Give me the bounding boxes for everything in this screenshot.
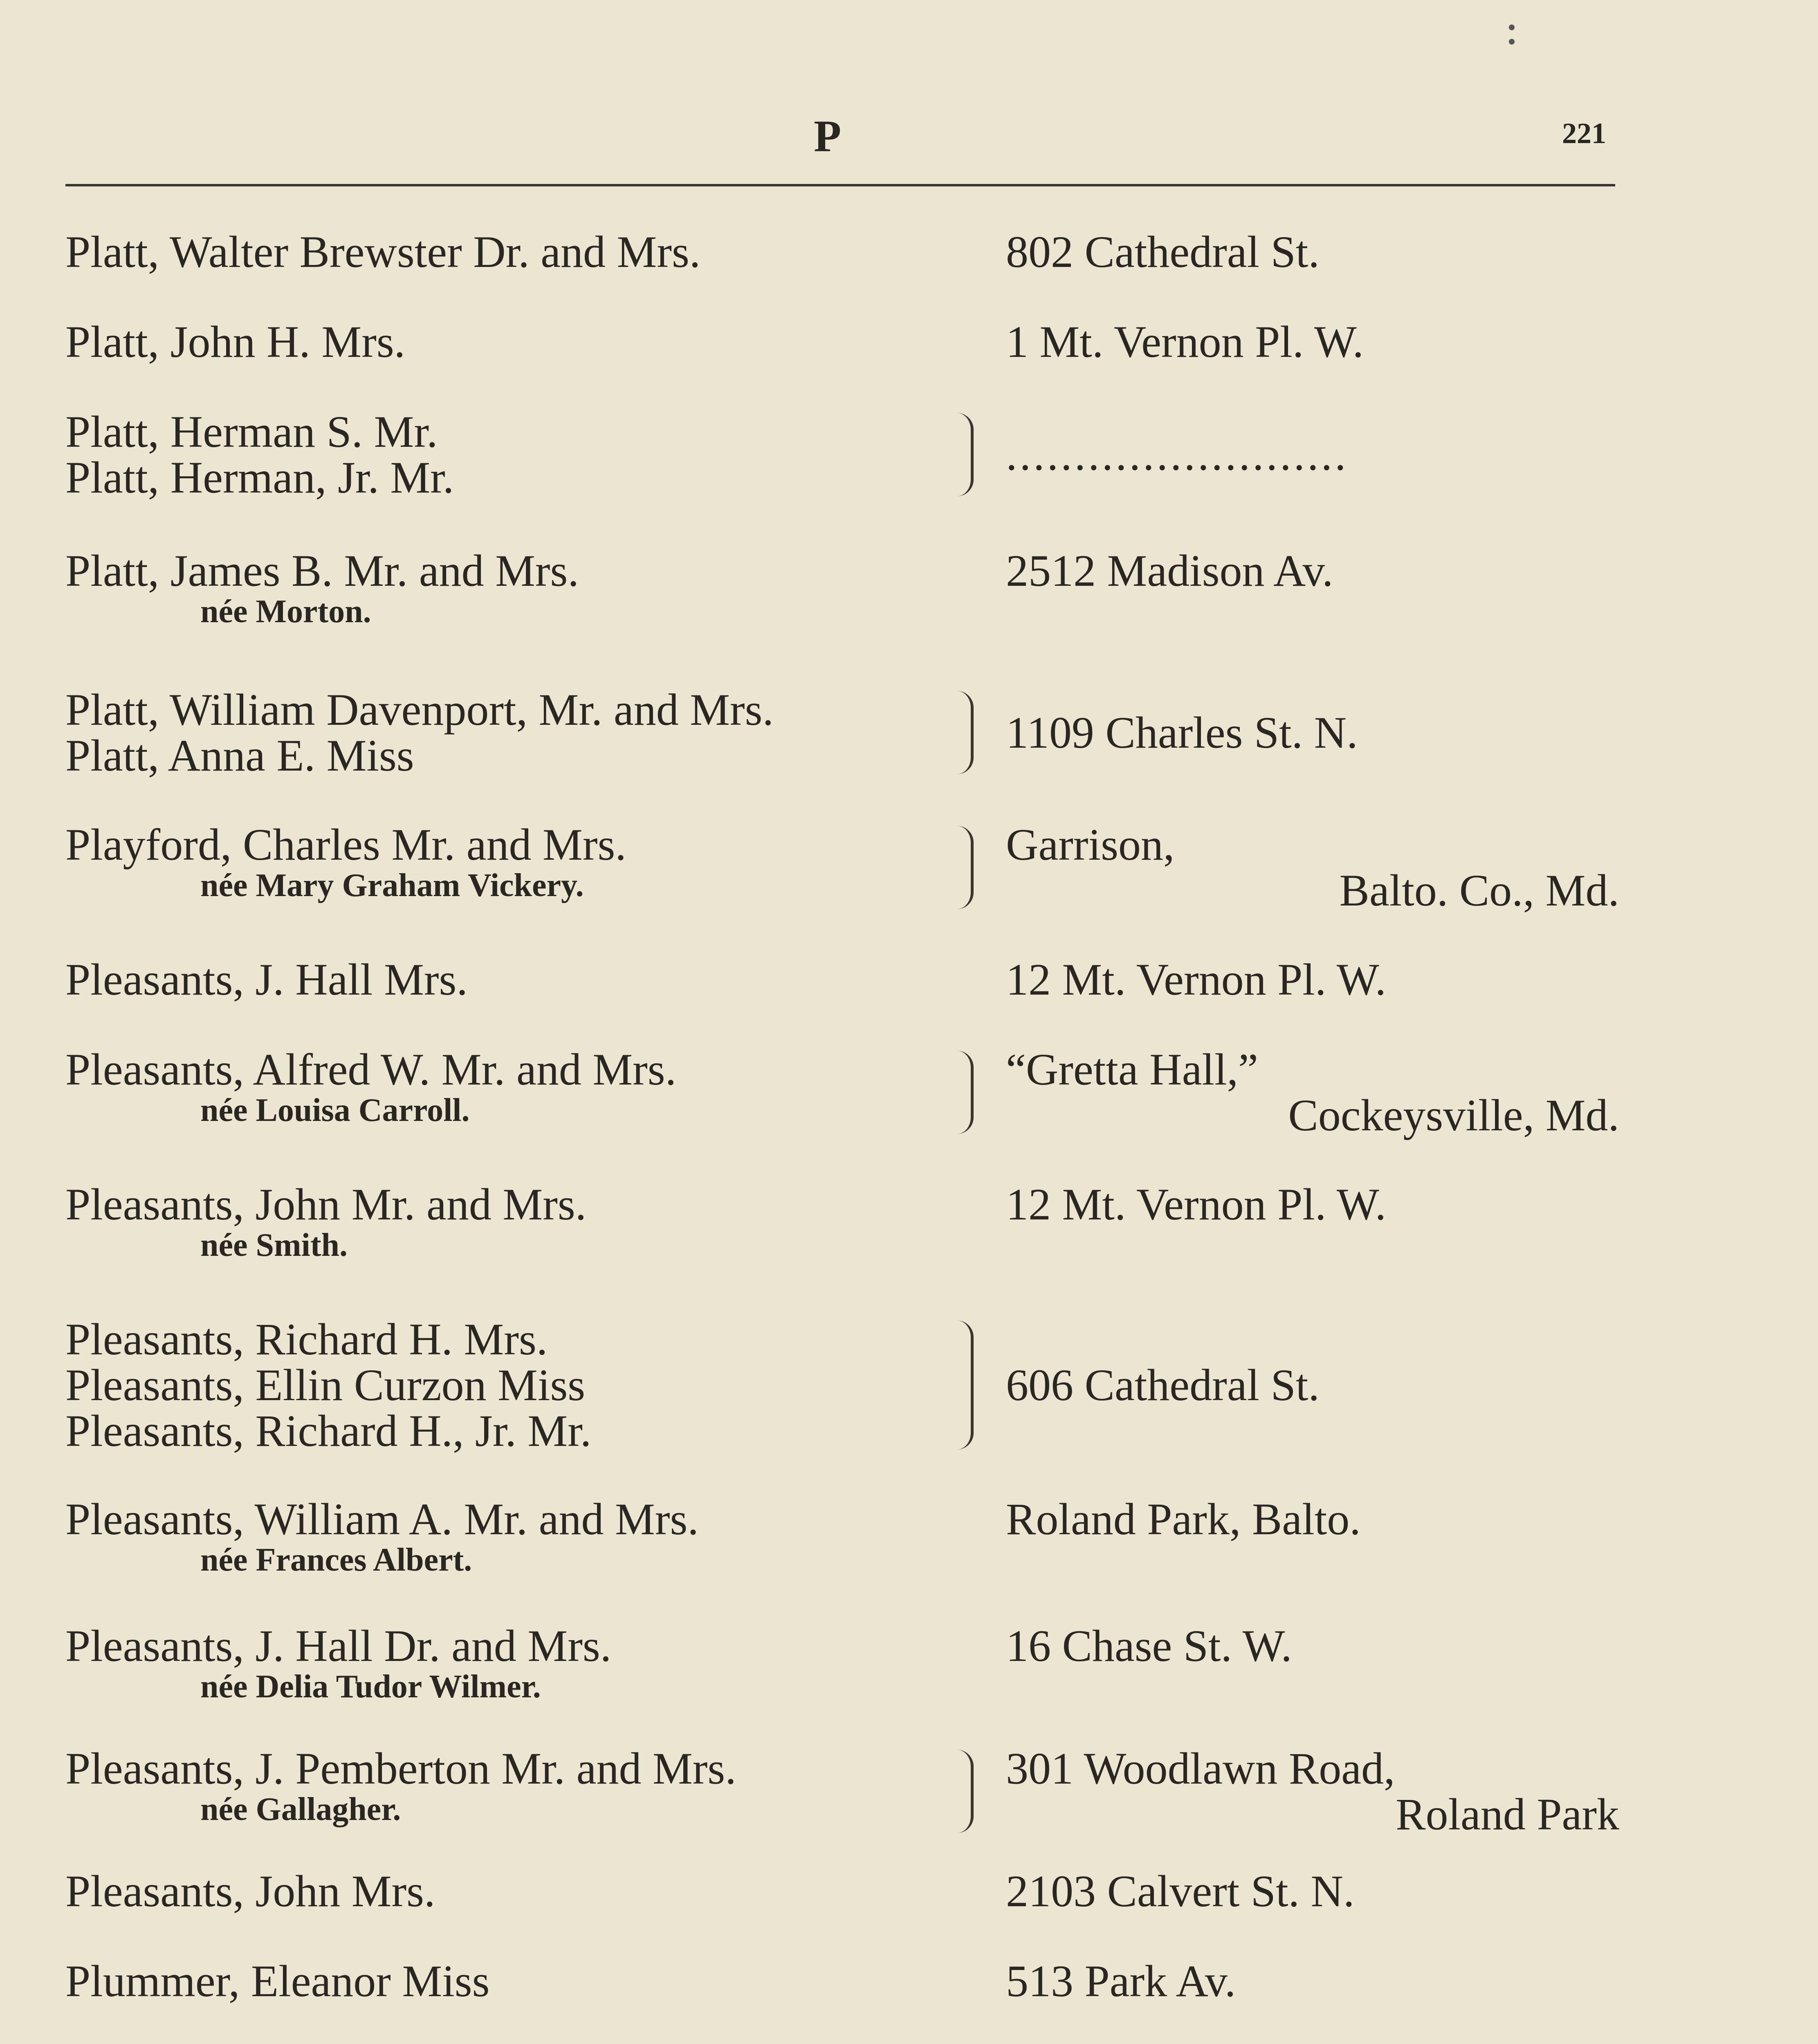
entry-names — [65, 1958, 965, 2004]
print-speck — [1509, 25, 1515, 30]
entry-name: Platt, Herman, Jr. Mr. — [65, 453, 454, 502]
entry-address — [1006, 1868, 1619, 1914]
entry-name: Plummer, Eleanor Miss — [65, 1956, 490, 2006]
entry-name: Platt, Herman S. Mr. — [65, 407, 438, 457]
entry-name: Platt, John H. Mrs. — [65, 317, 406, 367]
address-line: 1 Mt. Vernon Pl. W. — [1006, 317, 1364, 367]
entry-maiden-name: née Louisa Carroll. — [200, 1092, 470, 1128]
entry-name: Pleasants, J. Pemberton Mr. and Mrs. — [65, 1744, 736, 1793]
entry-names — [65, 1044, 965, 1128]
entry-maiden-name: née Morton. — [200, 594, 371, 630]
address-line: 606 Cathedral St. — [1006, 1360, 1320, 1410]
address-line: Roland Park, Balto. — [1006, 1494, 1361, 1544]
address-line: Roland Park — [1396, 1789, 1619, 1839]
address-line: Cockeysville, Md. — [1288, 1090, 1619, 1140]
entry-names — [65, 822, 965, 903]
entry-names — [65, 1316, 965, 1454]
entry-names — [65, 1496, 965, 1578]
address-line: 16 Chase St. W. — [1006, 1621, 1292, 1671]
entry-names — [65, 1868, 965, 1914]
address-line: 1109 Charles St. N. — [1006, 708, 1358, 758]
address-line: 12 Mt. Vernon Pl. W. — [1006, 955, 1387, 1004]
entry-address — [1006, 1496, 1619, 1542]
entry-address — [1006, 430, 1619, 480]
address-line: 12 Mt. Vernon Pl. W. — [1006, 1179, 1387, 1229]
address-line: 301 Woodlawn Road, — [1006, 1744, 1395, 1793]
page-number: 221 — [1562, 117, 1606, 150]
entry-address — [1006, 1958, 1619, 2004]
entry-address — [1006, 319, 1619, 365]
grouping-brace — [957, 1750, 974, 1833]
entry-names — [65, 687, 965, 778]
entry-address — [1006, 708, 1619, 758]
entry-name: Pleasants, William A. Mr. and Mrs. — [65, 1494, 699, 1544]
entry-name: Pleasants, J. Hall Mrs. — [65, 955, 468, 1004]
address-line: ......................... — [1006, 430, 1349, 480]
entry-name: Pleasants, Ellin Curzon Miss — [65, 1360, 586, 1410]
entry-address — [1006, 229, 1619, 275]
print-speck — [1509, 39, 1515, 45]
entry-address — [1006, 1623, 1619, 1669]
grouping-brace — [957, 1320, 974, 1450]
entry-names — [65, 409, 965, 500]
grouping-brace — [957, 691, 974, 774]
address-line: 513 Park Av. — [1006, 1956, 1236, 2006]
entry-names — [65, 319, 965, 365]
address-line: 2103 Calvert St. N. — [1006, 1866, 1355, 1916]
grouping-brace — [957, 826, 974, 909]
header-rule — [65, 184, 1615, 186]
entry-name: Pleasants, Richard H. Mrs. — [65, 1314, 548, 1364]
entry-name: Pleasants, Richard H., Jr. Mr. — [65, 1406, 592, 1456]
entry-address — [1006, 1746, 1619, 1837]
address-line: Balto. Co., Md. — [1339, 865, 1619, 915]
section-letter: P — [814, 111, 843, 161]
entry-name: Platt, William Davenport, Mr. and Mrs. — [65, 685, 774, 735]
entry-maiden-name: née Frances Albert. — [200, 1542, 472, 1578]
entry-address — [1006, 548, 1619, 594]
grouping-brace — [957, 413, 974, 496]
entry-names — [65, 548, 965, 630]
entry-names — [65, 957, 965, 1002]
entry-name: Platt, James B. Mr. and Mrs. — [65, 546, 579, 596]
address-line: 802 Cathedral St. — [1006, 227, 1320, 277]
entry-address — [1006, 1362, 1619, 1408]
entry-name: Platt, Anna E. Miss — [65, 731, 414, 780]
entry-names — [65, 1181, 965, 1263]
entry-name: Platt, Walter Brewster Dr. and Mrs. — [65, 227, 701, 277]
entry-name: Pleasants, John Mrs. — [65, 1866, 435, 1916]
entry-names — [65, 229, 965, 275]
entry-address — [1006, 1181, 1619, 1227]
entry-address — [1006, 1044, 1619, 1140]
entry-name: Pleasants, Alfred W. Mr. and Mrs. — [65, 1044, 677, 1094]
entry-maiden-name: née Gallagher. — [200, 1791, 401, 1827]
entry-name: Pleasants, J. Hall Dr. and Mrs. — [65, 1621, 612, 1671]
entry-address — [1006, 822, 1619, 913]
entry-names — [65, 1746, 965, 1827]
address-line: 2512 Madison Av. — [1006, 546, 1333, 596]
address-line: “Gretta Hall,” — [1006, 1044, 1258, 1094]
entry-address — [1006, 957, 1619, 1002]
entry-maiden-name: née Mary Graham Vickery. — [200, 867, 584, 903]
entry-maiden-name: née Smith. — [200, 1227, 348, 1263]
entry-name: Pleasants, John Mr. and Mrs. — [65, 1179, 587, 1229]
entry-maiden-name: née Delia Tudor Wilmer. — [200, 1669, 541, 1705]
address-line: Garrison, — [1006, 820, 1175, 870]
entry-names — [65, 1623, 965, 1705]
entry-name: Playford, Charles Mr. and Mrs. — [65, 820, 626, 870]
grouping-brace — [957, 1051, 974, 1134]
